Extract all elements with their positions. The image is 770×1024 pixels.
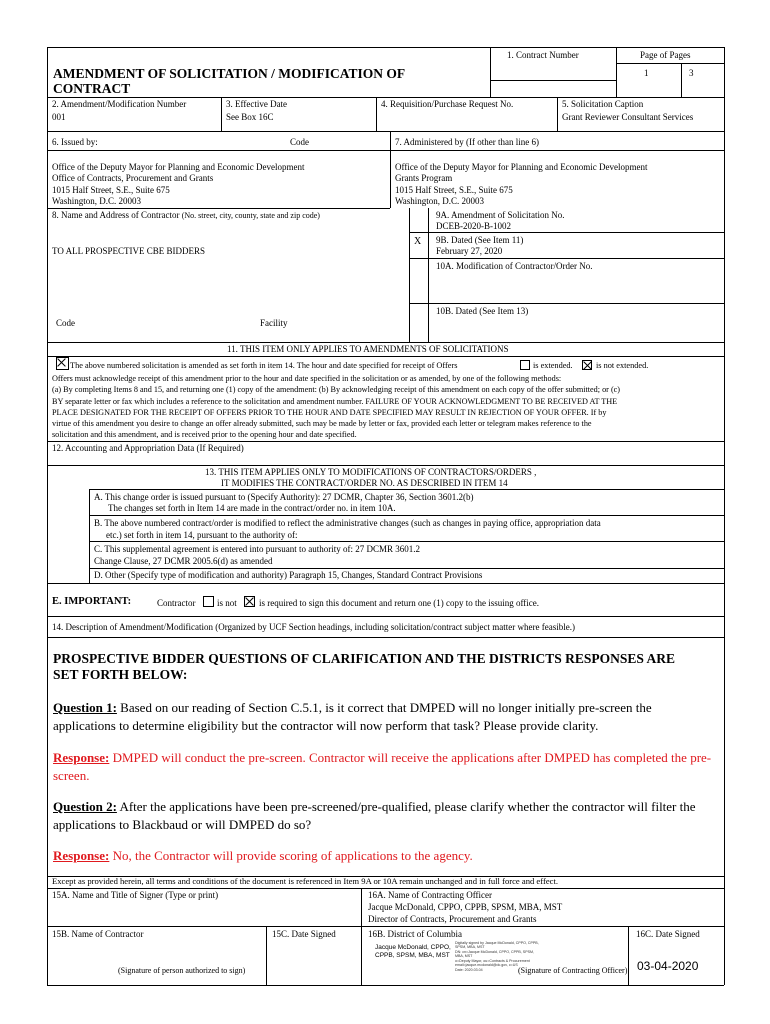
contractor-name-footer-label: 15B. Name of Contractor (52, 929, 144, 939)
officer-signature-caption: (Signature of Contracting Officer) (518, 966, 628, 975)
item11-heading: 11. THIS ITEM ONLY APPLIES TO AMENDMENTS OF SOLICITATIONS (227, 344, 509, 354)
contractor-name-value: TO ALL PROSPECTIVE CBE BIDDERS (52, 246, 206, 256)
date-signed-15c-label: 15C. Date Signed (272, 929, 336, 939)
issued-by-label: 6. Issued by: (52, 137, 98, 147)
effective-date-label: 3. Effective Date (226, 99, 288, 109)
response-2-label: Response: (53, 848, 110, 863)
form-title-line2: CONTRACT (53, 81, 131, 96)
date-signed-16c-label: 16C. Date Signed (636, 929, 700, 939)
dated-9b-value: February 27, 2020 (436, 246, 503, 256)
amendment-9a-label: 9A. Amendment of Solicitation No. (436, 210, 565, 220)
question-1-text: Based on our reading of Section C.5.1, is it correct that DMPED will no longer initially pre-screen the applications to determine eligibility but the contractor will now perform that task? Please provide clarity. (53, 700, 652, 733)
response-1-text: DMPED will conduct the pre-screen. Contractor will receive the applications after DMPED has completed the pre-screen. (53, 750, 712, 783)
page-total: 3 (689, 68, 694, 78)
contracting-officer-name: Jacque McDonald, CPPO, CPPB, SPSM, MBA, MST (368, 902, 563, 912)
dated-9b-label: 9B. Dated (See Item 11) (436, 235, 524, 245)
not-extended-label: is not extended. (596, 361, 649, 370)
item13-heading-line1: 13. THIS ITEM APPLIES ONLY TO MODIFICATIONS OF CONTRACTORS/ORDERS , (205, 467, 537, 477)
amendment-number-value: 001 (52, 112, 66, 122)
item13-b-line1: B. The above numbered contract/order is modified to reflect the administrative changes (such as changes in paying office, appropriation data (94, 518, 601, 528)
amendment-x-mark: X (414, 236, 422, 247)
contractor-name-label: 8. Name and Address of Contractor (No. street, city, county, state and zip code) (52, 210, 320, 220)
issued-code-label: Code (290, 137, 309, 147)
district-label: 16B. District of Columbia (368, 929, 462, 939)
dated-10b-label: 10B. Dated (See Item 13) (436, 306, 529, 316)
item13-b-line2: etc.) set forth in item 14, pursuant to the authority of: (106, 530, 298, 540)
signer-name-label: 15A. Name and Title of Signer (Type or print) (52, 890, 219, 900)
important-label: E. IMPORTANT: (52, 596, 132, 607)
contractor-signature-caption: (Signature of person authorized to sign) (118, 966, 246, 975)
administered-by-address: Office of the Deputy Mayor for Planning and Economic Development Grants Program 1015 Half Street, S.E., Suite 675 Washington, D.C. 20003 (395, 162, 648, 206)
solicitation-caption-value: Grant Reviewer Consultant Services (562, 112, 694, 122)
question-1-label: Question 1: (53, 700, 117, 715)
effective-date-value: See Box 16C (226, 112, 274, 122)
digital-signature-stamp: Digitally signed by Jacque McDonald, CPPO, CPPB, SPSM, MBA, MST DN: cn=Jacque McDonald, CPPO, CPPB, SPSM, MBA, MST o=Deputy Mayor, ou=Contracts & Procurement email=jacque.mcdonald@dc.gov, c=US Date: 2020.03.04 (455, 941, 539, 972)
modification-10a-label: 10A. Modification of Contractor/Order No. (436, 261, 593, 271)
item13-a-line1: A. This change order is issued pursuant to (Specify Authority): 27 DCMR, Chapter 36, Section 3601.2(b) (94, 492, 474, 502)
description-label: 14. Description of Amendment/Modification (Organized by UCF Section headings, including solicitation/contract subject matter where feasible.) (52, 622, 575, 632)
item11-line1: The above numbered solicitation is amended as set forth in item 14. The hour and date specified for receipt of Offers (70, 361, 458, 370)
amendment-number-label: 2. Amendment/Modification Number (52, 99, 187, 109)
extended-label: is extended. (533, 361, 573, 370)
item11-instructions: Offers must acknowledge receipt of this amendment prior to the hour and date specified in the solicitation or as amended, by one of the following methods: (a) By completing Items 8 and 15, and returning one (1) copy of the amendment: (b) By acknowledging receipt of this amendment on each copy of the offer submitted; or (c) BY separate letter or fax which includes a reference to the solicitation and amendment number. FAILURE OF YOUR ACKNOWLEDGMENT TO BE RECEIVED AT THE PLACE DESIGNATED FOR THE RECEIPT OF OFFERS PRIOR TO THE HOUR AND DATE SPECIFIED MAY RESULT IN REJECTION OF YOUR OFFER. If by virtue of this amendment you desire to change an offer already submitted, such may be made by letter or fax, provided each letter or telegram makes reference to the solicitation and this amendment, and is received prior to the opening hour and date specified. (52, 374, 621, 440)
response-1-label: Response: (53, 750, 110, 765)
item13-d-line1: D. Other (Specify type of modification and authority) Paragraph 15, Changes, Standard Contract Provisions (94, 570, 483, 580)
amendment-9a-value: DCEB-2020-B-1002 (436, 221, 511, 231)
administered-by-label: 7. Administered by (If other than line 6) (395, 137, 539, 147)
item13-c-line1: C. This supplemental agreement is entered into pursuant to authority of: 27 DCMR 3601.2 (94, 544, 421, 554)
page-of-pages-label: Page of Pages (640, 50, 691, 60)
date-signed-value: 03-04-2020 (637, 959, 699, 973)
contracting-officer-label: 16A. Name of Contracting Officer (368, 890, 493, 900)
is-not-checkbox[interactable] (203, 596, 214, 607)
digital-signature-name: Jacque McDonald, CPPO, CPPB, SPSM, MBA, MST (375, 944, 451, 960)
is-required-checkbox[interactable] (244, 596, 255, 607)
body-heading: PROSPECTIVE BIDDER QUESTIONS OF CLARIFICATION AND THE DISTRICTS RESPONSES ARE SET FORTH BELOW: (53, 651, 676, 683)
page-number: 1 (644, 68, 649, 78)
issued-by-address: Office of the Deputy Mayor for Planning and Economic Development Office of Contracts, Procurement and Grants 1015 Half Street, S.E., Suite 675 Washington, D.C. 20003 (52, 162, 305, 206)
solicitation-caption-label: 5. Solicitation Caption (562, 99, 644, 109)
not-extended-checkbox[interactable] (582, 360, 592, 370)
important-is-not: is not (217, 598, 237, 608)
item13-a-line2: The changes set forth in Item 14 are made in the contract/order no. in item 10A. (108, 503, 396, 513)
question-1 (53, 699, 713, 734)
extended-checkbox[interactable] (520, 360, 530, 370)
contracting-officer-title: Director of Contracts, Procurement and Grants (368, 914, 537, 924)
facility-label: Facility (260, 318, 288, 328)
response-1 (53, 749, 713, 784)
response-2-text: No, the Contractor will provide scoring of applications to the agency. (109, 848, 473, 863)
important-contractor: Contractor (157, 598, 196, 608)
amended-checkbox[interactable] (56, 357, 69, 370)
important-is-required: is required to sign this document and return one (1) copy to the issuing office. (259, 598, 540, 608)
requisition-label: 4. Requisition/Purchase Request No. (381, 99, 514, 109)
contractor-code-label: Code (56, 318, 75, 328)
question-2-text: After the applications have been pre-screened/pre-qualified, please clarify whether the contractor will filter the applications to Blackbaud or will DMPED do so? (53, 799, 696, 832)
accounting-data-label: 12. Accounting and Appropriation Data (If Required) (52, 443, 244, 453)
response-2 (53, 847, 713, 865)
terms-unchanged-note: Except as provided herein, all terms and conditions of the document is referenced in Item 9A or 10A remain unchanged and in full force and effect. (52, 876, 558, 886)
item13-c-line2: Change Clause, 27 DCMR 2005.6(d) as amended (94, 556, 273, 566)
question-2 (53, 798, 713, 833)
form-title: AMENDMENT OF SOLICITATION / MODIFICATION OF (53, 66, 406, 81)
contract-number-label: 1. Contract Number (507, 50, 579, 60)
item13-heading-line2: IT MODIFIES THE CONTRACT/ORDER NO. AS DESCRIBED IN ITEM 14 (221, 478, 508, 488)
question-2-label: Question 2: (53, 799, 117, 814)
